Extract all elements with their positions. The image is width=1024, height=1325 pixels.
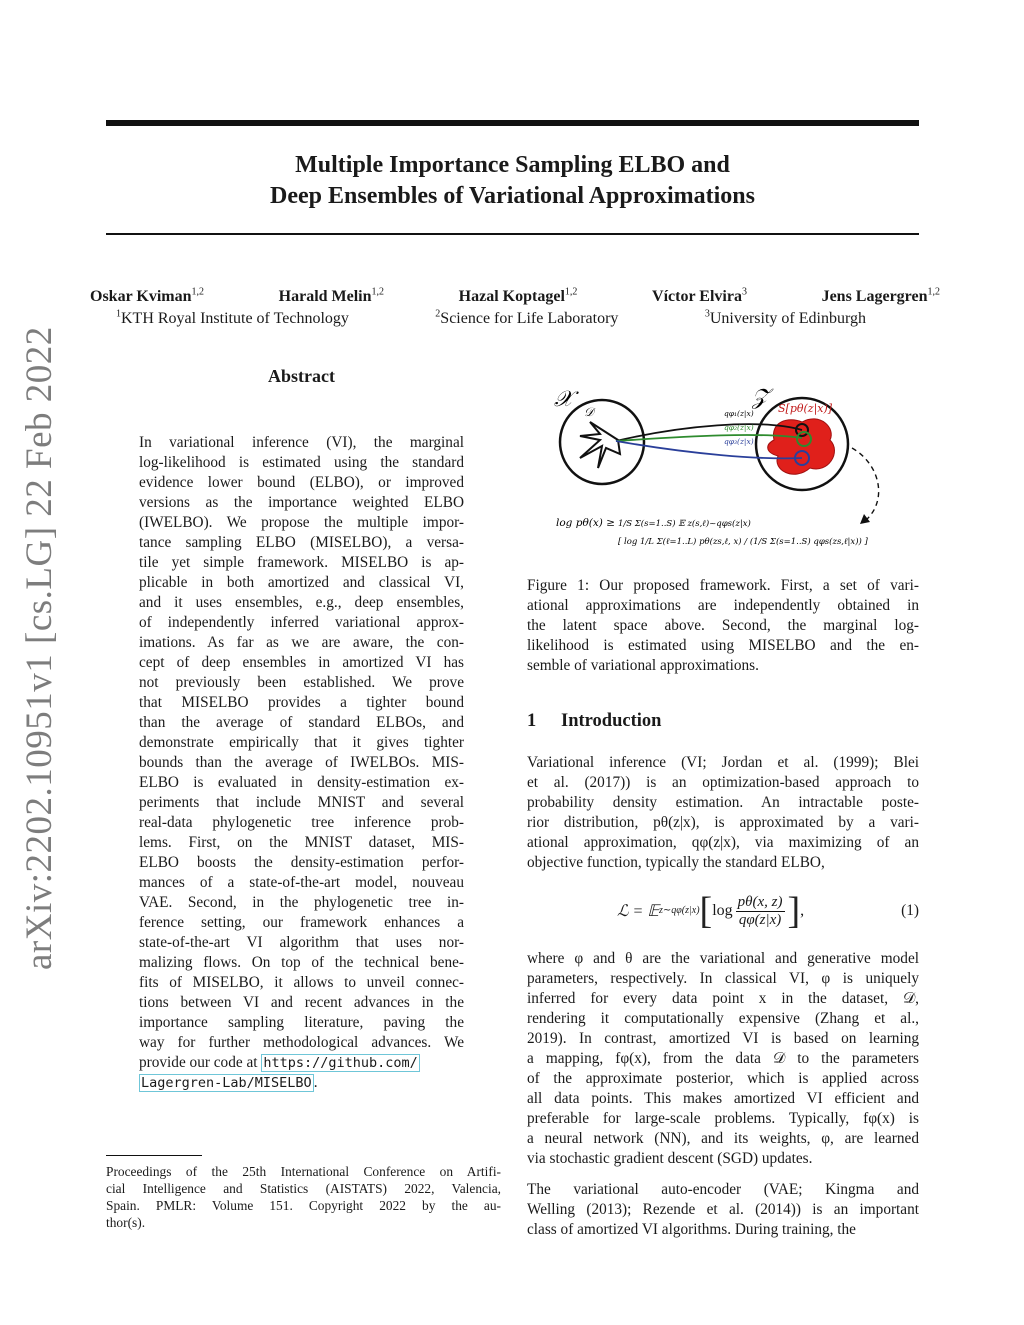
footnote-line: Proceedings of the 25th International Conference on Artifi-	[106, 1164, 501, 1179]
posterior-label: S[pθ(z|x)]	[778, 402, 833, 415]
abstract-heading: Abstract	[268, 366, 335, 386]
paragraph-line: a mapping, fφ(x), from the data 𝒟 to the parameters	[527, 1050, 919, 1067]
paragraph-line: class of amortized VI algorithms. During training, the	[527, 1221, 856, 1238]
formula-lhs: log pθ(x) ≥	[556, 517, 616, 529]
q2-label: qφ₂(z|x)	[724, 423, 754, 432]
data-star-shape	[580, 422, 620, 468]
paper-title	[106, 150, 919, 212]
paragraph-line: via stochastic gradient descent (SGD) updates.	[527, 1150, 813, 1167]
author: Jens Lagergren$^{1,2}$	[821, 286, 940, 305]
equation-1	[527, 886, 919, 936]
equation-fraction	[736, 894, 785, 929]
abstract-line: Lagergren-Lab/MISELBO .	[141, 1074, 318, 1091]
title-line-1: Multiple Importance Sampling ELBO and	[295, 152, 730, 178]
paragraph-line: inferred for every data point x in the dataset, 𝒟,	[527, 990, 919, 1007]
top-rule	[106, 120, 919, 126]
figure-label-x: 𝒳	[554, 387, 573, 412]
affiliation: $^1$KTH Royal Institute of Technology	[116, 308, 349, 327]
abstract-line: periments that include MNIST and several	[139, 794, 464, 811]
formula-body: [ log 1/L Σ(ℓ=1..L) pθ(zs,ℓ, x) / (1/S Σ(s=1..S) qφs(zs,ℓ|x)) ]	[618, 537, 868, 547]
affiliation: $^3$University of Edinburgh	[704, 308, 866, 327]
affiliation: $^2$Science for Life Laboratory	[435, 308, 619, 327]
abstract-line: of independently inferred variational approx-	[139, 614, 464, 631]
caption-line: semble of variational approximations.	[527, 657, 759, 674]
abstract-line: demonstrate empirically that it gives tighter	[139, 734, 464, 751]
author: Hazal Koptagel$^{1,2}$	[458, 286, 578, 305]
equation-denominator: qφ(z|x)	[738, 911, 782, 928]
abstract-line: fits of MISELBO, it allows to unveil connec-	[139, 974, 464, 991]
paragraph-line: rendering it computationally expensive (Zhang et al.,	[527, 1010, 919, 1027]
paragraph-line: parameters, respectively. In classical VI, φ is uniquely	[527, 970, 919, 987]
abstract-line: tile yet simple framework. MISELBO is ap-	[139, 554, 464, 571]
intro-paragraph-2	[527, 949, 919, 1169]
paragraph-line: Welling (2013); Rezende et al. (2014)) is an important	[527, 1201, 919, 1218]
footnote-line: Spain. PMLR: Volume 151. Copyright 2022 by the au-	[106, 1198, 501, 1213]
abstract-line: than the average of standard ELBOs, and	[139, 714, 464, 731]
paragraph-line: 2019). In contrast, amortized VI is based on learning	[527, 1030, 919, 1047]
caption-line: Figure 1: Our proposed framework. First, a set of vari-	[527, 577, 919, 594]
abstract-line: plicable in both amortized and classical VI,	[139, 574, 464, 591]
caption-line: likelihood is estimated using MISELBO and the en-	[527, 637, 919, 654]
abstract-line: ELBO boosts the density-estimation perfor-	[139, 854, 464, 871]
equation-numerator: pθ(x, z)	[737, 893, 783, 910]
abstract-line: tions between VI and recent advances in the	[139, 994, 464, 1011]
equation-log: log	[712, 902, 733, 919]
paragraph-line: rior distribution, pθ(z|x), is approximated by a vari-	[527, 814, 919, 831]
abstract-line: way for further methodological advances. We	[139, 1034, 464, 1051]
q1-label: qφ₁(z|x)	[724, 409, 754, 418]
formula-expectation: 1/S Σ(s=1..S) 𝔼 z(s,ℓ)~qφs(z|x)	[618, 519, 751, 529]
abstract-line: not previously been established. We prove	[139, 674, 464, 691]
abstract-line: mances of a state-of-the-art model, nouveau	[139, 874, 464, 891]
dashed-arrow	[852, 448, 879, 520]
paragraph-line: The variational auto-encoder (VAE; Kingma and	[527, 1181, 919, 1198]
abstract-line: versions as the importance weighted ELBO	[139, 494, 464, 511]
paragraph-line: probability density estimation. An intractable poste-	[527, 794, 919, 811]
paragraph-line: preferable for large-scale problems. Typically, fφ(x) is	[527, 1110, 919, 1127]
figure-label-d: 𝒟	[584, 405, 594, 419]
title-bottom-rule	[106, 233, 919, 235]
equation-bracket-close: ]	[787, 890, 801, 932]
title-line-2: Deep Ensembles of Variational Approximations	[270, 183, 755, 209]
q3-label: qφ₃(z|x)	[724, 437, 754, 446]
code-link-part-2[interactable]: Lagergren-Lab/MISELBO	[141, 1075, 312, 1091]
intro-paragraph-1	[527, 753, 919, 873]
paragraph-line: a neural network (NN), and its weights, φ, are learned	[527, 1130, 919, 1147]
footnote-rule	[106, 1155, 202, 1156]
abstract-line: In variational inference (VI), the marginal	[139, 434, 464, 451]
abstract-line: ference setting, our framework enhances a	[139, 914, 464, 931]
intro-paragraph-3	[527, 1180, 919, 1240]
paragraph-line: objective function, typically the standard ELBO,	[527, 854, 825, 871]
abstract-line: lems. First, on the MNIST dataset, MIS-	[139, 834, 464, 851]
section-number: 1	[527, 711, 537, 731]
paragraph-line: et al. (2017)) is an optimization-based approach to	[527, 774, 919, 791]
author: Harald Melin$^{1,2}$	[278, 286, 385, 305]
footnote	[106, 1163, 501, 1231]
author-list	[90, 288, 940, 306]
footnote-line: thor(s).	[106, 1215, 146, 1230]
author: Oskar Kviman$^{1,2}$	[90, 286, 204, 305]
caption-line: ational approximations are independently obtained in	[527, 597, 919, 614]
paragraph-line: of the approximate posterior, which is applied across	[527, 1070, 919, 1087]
code-link-part-1[interactable]: https://github.com/	[263, 1055, 418, 1071]
figure-caption	[527, 576, 919, 676]
author: Víctor Elvira$^3$	[652, 286, 747, 305]
abstract-line: (IWELBO). We propose the multiple impor-	[139, 514, 464, 531]
equation-lhs: ℒ = 𝔼	[617, 903, 659, 920]
abstract-line: imations. As far as we are aware, the con-	[139, 634, 464, 651]
caption-line: the latent space above. Second, the marginal log-	[527, 617, 919, 634]
abstract-line: provide our code at https://github.com/	[139, 1054, 418, 1071]
abstract-line: VAE. Second, in the phylogenetic tree in-	[139, 894, 464, 911]
abstract-line: tance sampling ELBO (MISELBO), a versa-	[139, 534, 464, 551]
abstract-line: cept of deep ensembles in amortized VI has	[139, 654, 464, 671]
footnote-line: cial Intelligence and Statistics (AISTATS) 2022, Valencia,	[106, 1181, 501, 1196]
abstract-line: ELBO is evaluated in density-estimation ex-	[139, 774, 464, 791]
equation-bracket-open: [	[699, 890, 713, 932]
section-heading	[527, 711, 661, 732]
abstract-line: that MISELBO provides a tighter bound	[139, 694, 464, 711]
dashed-arrow-head	[860, 514, 870, 524]
abstract-line: malizing flows. On top of the technical bene-	[139, 954, 464, 971]
abstract-line: real-data phylogenetic tree inference prob-	[139, 814, 464, 831]
arxiv-watermark: arXiv:2202.10951v1 [cs.LG] 22 Feb 2022	[19, 326, 60, 970]
abstract-line: evidence lower bound (ELBO), or improved	[139, 474, 464, 491]
abstract-body	[139, 433, 464, 1093]
abstract-line: log-likelihood is estimated using the standard	[139, 454, 464, 471]
section-title: Introduction	[561, 711, 662, 731]
paragraph-line: where φ and θ are the variational and generative model	[527, 950, 919, 967]
abstract-line: bounds than the average of IWELBOs. MIS-	[139, 754, 464, 771]
paragraph-line: ational approximation, qφ(z|x), via maximizing of an	[527, 834, 919, 851]
paragraph-line: all data points. This makes amortized VI efficient and	[527, 1090, 919, 1107]
equation-number: (1)	[901, 902, 919, 919]
abstract-line: state-of-the-art VI algorithm that uses nor-	[139, 934, 464, 951]
abstract-line: importance sampling literature, paving the	[139, 1014, 464, 1031]
paragraph-line: Variational inference (VI; Jordan et al. (1999); Blei	[527, 754, 919, 771]
abstract-line: and it uses ensembles, e.g., deep ensembles,	[139, 594, 464, 611]
figure-1-diagram	[540, 378, 920, 558]
affiliation-list	[116, 310, 866, 328]
equation-expression: ℒ = 𝔼 z∼qφ(z|x) [ log $\frac{p\theta(x, z)}{q\varphi(z|x)}$ ] ,	[617, 890, 805, 932]
figure-label-z: 𝒵	[752, 385, 769, 410]
